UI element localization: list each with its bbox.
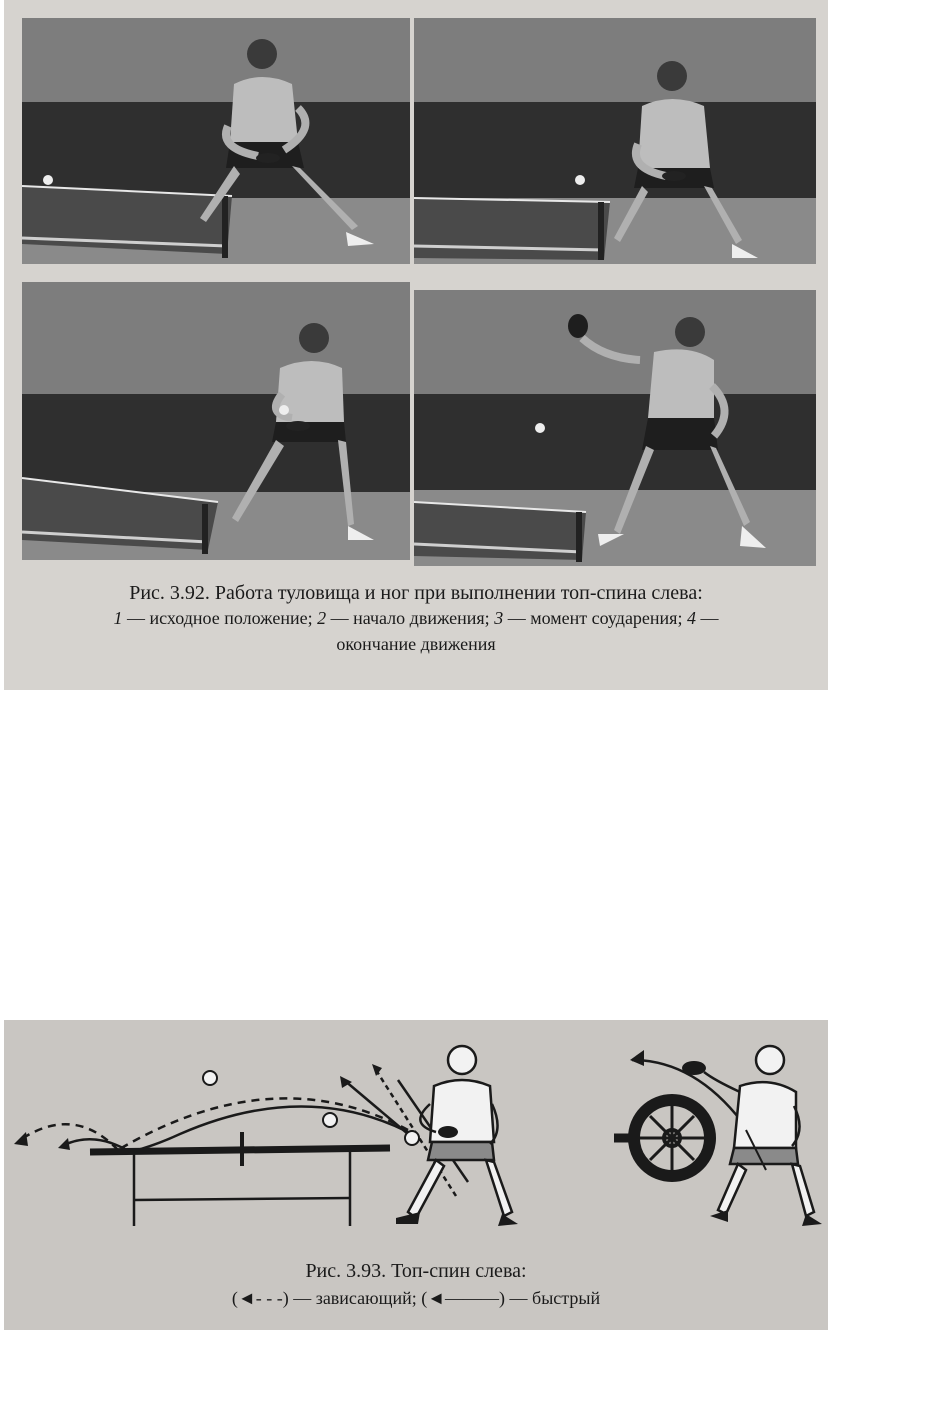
photo-initial-position xyxy=(22,18,410,264)
legend-hanging-text: — зависающий; xyxy=(288,1288,422,1308)
legend-num-1: 1 xyxy=(113,608,123,628)
figure-3-92-caption-continuation: окончание движения xyxy=(336,634,496,654)
figure-3-92-caption-legend xyxy=(4,608,828,629)
figure-3-92 xyxy=(4,0,828,690)
legend-text-3: — момент соударения; xyxy=(503,608,687,628)
figure-3-93-caption-title: Рис. 3.93. Топ-спин слева: xyxy=(305,1260,527,1282)
photo-movement-start xyxy=(414,18,816,264)
legend-text-4: — xyxy=(695,608,719,628)
topspin-diagram xyxy=(4,1020,828,1250)
figure-3-92-caption-title: Рис. 3.92. Работа туловища и ног при выполнении топ-спина слева: xyxy=(129,582,703,604)
legend-hanging-symbol: (◄- - -) xyxy=(231,1288,289,1308)
legend-text-1: — исходное положение; xyxy=(122,608,318,628)
legend-num-3: 3 xyxy=(494,608,504,628)
photo-impact-moment xyxy=(22,282,410,560)
legend-num-4: 4 xyxy=(686,608,696,628)
figure-3-93 xyxy=(4,1020,828,1330)
legend-fast-text: — быстрый xyxy=(505,1288,601,1308)
legend-fast-symbol: (◄———) xyxy=(421,1288,506,1308)
legend-num-2: 2 xyxy=(317,608,327,628)
figure-3-93-caption-legend xyxy=(4,1288,828,1309)
photo-movement-end xyxy=(414,290,816,566)
legend-text-2: — начало движения; xyxy=(326,608,495,628)
